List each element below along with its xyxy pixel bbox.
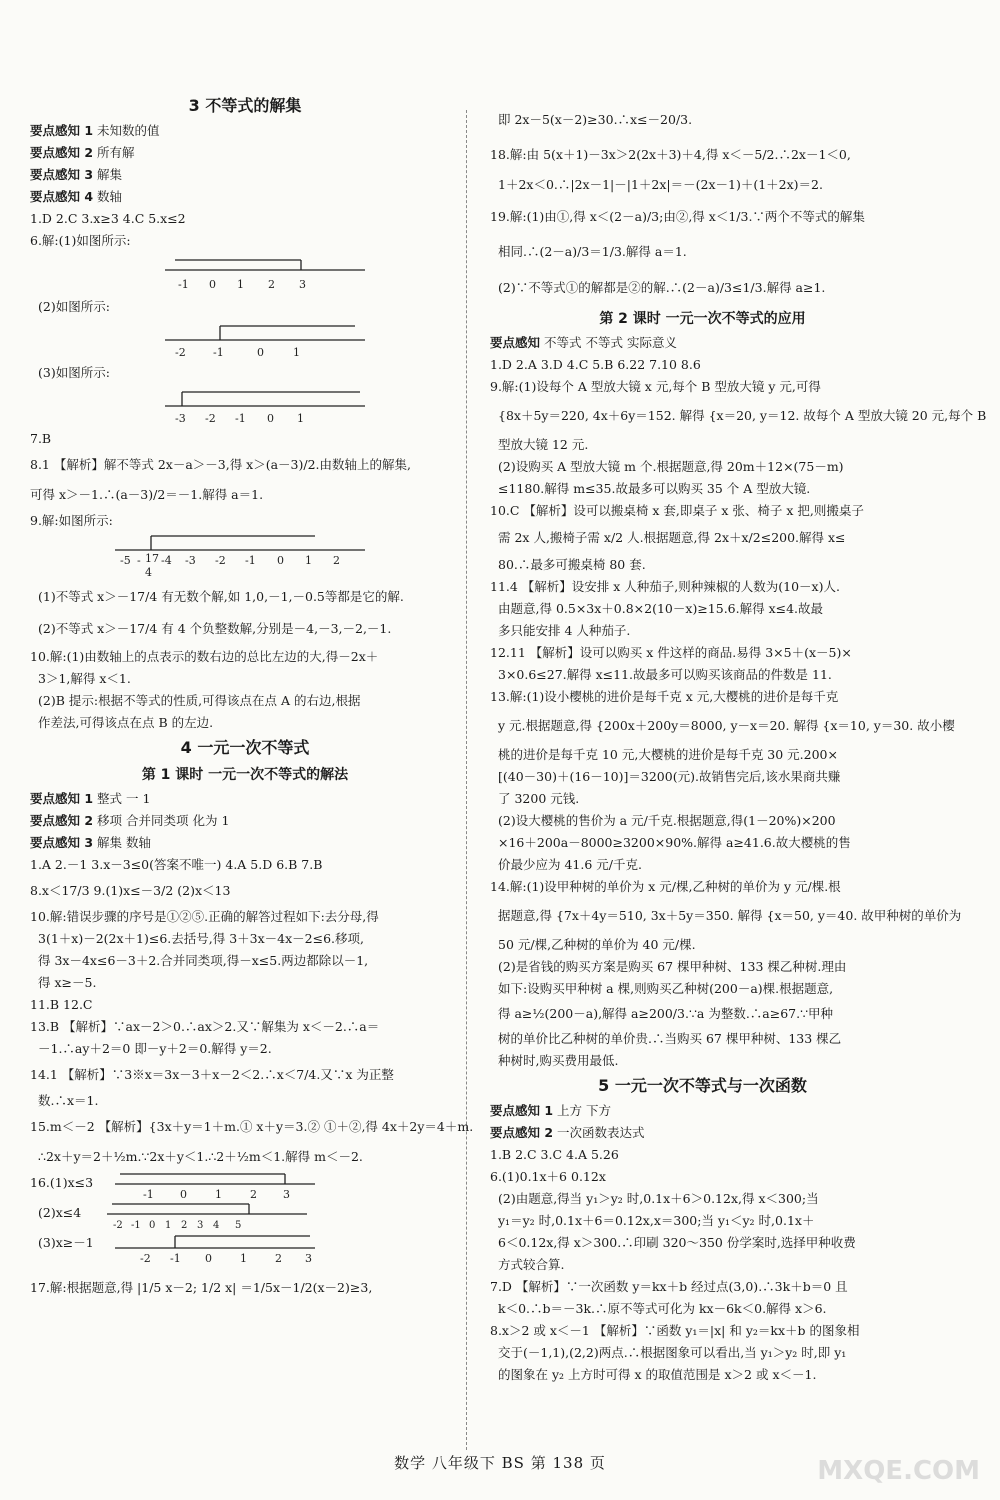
answer-line: (3)如图所示: [38, 365, 110, 380]
svg-text:-2: -2 [175, 346, 186, 359]
answer-line: (2)由题意,得当 y₁＞y₂ 时,0.1x＋6＞0.12x,得 x＜300;当 [498, 1191, 819, 1206]
answer-line: 14.解:(1)设甲种树的单价为 x 元/棵,乙种树的单价为 y 元/棵.根 [490, 879, 841, 894]
svg-text:3: 3 [283, 1188, 290, 1201]
left-column [30, 92, 474, 1308]
number-line-6-2 [30, 318, 460, 362]
svg-text:-2: -2 [215, 554, 226, 567]
key-point-1: 要点感知 1 上方 下方 [490, 1103, 612, 1118]
svg-text:3: 3 [305, 1252, 312, 1265]
svg-text:-5: -5 [120, 554, 131, 567]
svg-text:1: 1 [165, 1220, 172, 1231]
answer-line: 11.B 12.C [30, 997, 93, 1012]
key-point: 要点感知 不等式 不等式 实际意义 [490, 335, 677, 350]
answer-line: (2)设购买 A 型放大镜 m 个.根据题意,得 20m＋12×(75－m) [498, 459, 844, 474]
answer-line: 型放大镜 12 元. [498, 437, 589, 452]
answer-line: 50 元/棵,乙种树的单价为 40 元/棵. [498, 937, 696, 952]
answer-line: 1.D 2.A 3.D 4.C 5.B 6.22 7.10 8.6 [490, 357, 701, 372]
key-point-2: 要点感知 2 所有解 [30, 145, 135, 160]
svg-text:4: 4 [145, 566, 152, 579]
answer-line: 10.解:(1)由数轴上的点表示的数右边的总比左边的大,得－2x＋ [30, 649, 379, 664]
answer-line: 14.1 【解析】∵3※x＝3x－3＋x－2＜2.∴x＜7/4.又∵x 为正整 [30, 1067, 394, 1082]
svg-text:1: 1 [237, 278, 244, 291]
svg-text:0: 0 [205, 1252, 212, 1265]
answer-line: 3＞1,解得 x＜1. [38, 671, 131, 686]
answer-line: 数.∴x＝1. [38, 1093, 99, 1108]
key-point-3: 要点感知 3 解集 数轴 [30, 835, 152, 850]
answer-line: 6＜0.12x,得 x＞300.∴印刷 320～350 份学案时,选择甲种收费 [498, 1235, 856, 1250]
answer-line: 交于(－1,1),(2,2)两点.∴根据图象可以看出,当 y₁＞y₂ 时,即 y₁ [498, 1345, 847, 1360]
answer-line: k＜0.∴b＝－3k.∴原不等式可化为 kx－6k＜0.解得 x＞6. [498, 1301, 827, 1316]
svg-text:4: 4 [213, 1220, 220, 1231]
svg-text:0: 0 [257, 346, 264, 359]
answer-line: 8.1 【解析】解不等式 2x－a＞－3,得 x＞(a－3)/2.由数轴上的解集, [30, 457, 412, 472]
section-title: 3 不等式的解集 [188, 96, 302, 115]
answer-line: 19.解:(1)由①,得 x＜(2－a)/3;由②,得 x＜1/3.∵两个不等式的解集 [490, 209, 865, 224]
answer-line: 1.A 2.－1 3.x－3≤0(答案不唯一) 4.A 5.D 6.B 7.B [30, 857, 323, 872]
svg-text:2: 2 [181, 1220, 188, 1231]
svg-text:-1: -1 [245, 554, 256, 567]
svg-text:2: 2 [250, 1188, 257, 1201]
svg-text:5: 5 [235, 1220, 242, 1231]
answer-line: －1.∴ay＋2＝0 即－y＋2＝0.解得 y＝2. [38, 1041, 272, 1056]
answer-line: 得 3x－4x≤6－3＋2.合并同类项,得－x≤5.两边都除以－1, [38, 953, 369, 968]
answer-line: 1.B 2.C 3.C 4.A 5.26 [490, 1147, 619, 1162]
svg-text:-3: -3 [175, 412, 186, 425]
answer-line: y 元.根据题意,得 {200x＋200y＝8000, y－x＝20. 解得 {x＝10, y＝30. 故小樱 [498, 718, 955, 733]
answer-line: [(40－30)＋(16－10)]＝3200(元).故销售完后,该水果商共赚 [498, 769, 841, 784]
svg-text:1: 1 [215, 1188, 222, 1201]
answer-line: 得 x≥－5. [38, 975, 97, 990]
svg-text:-1: -1 [131, 1220, 141, 1231]
answer-line: (1)不等式 x＞－17/4 有无数个解,如 1,0,－1,－0.5等都是它的解. [38, 589, 404, 604]
svg-text:-3: -3 [185, 554, 196, 567]
answer-line: (2)是省钱的购买方案是购买 67 棵甲种树、133 棵乙种树.理由 [498, 959, 847, 974]
answer-line: (2)如图所示: [38, 299, 110, 314]
svg-text:3: 3 [197, 1220, 204, 1231]
number-line-6-3 [30, 384, 460, 428]
answer-line: (2)∵不等式①的解都是②的解.∴(2－a)/3≤1/3.解得 a≥1. [498, 280, 826, 295]
answer-line: 需 2x 人,搬椅子需 x/2 人.根据题意,得 2x＋x/2≤200.解得 x≤ [498, 530, 846, 545]
column-divider [466, 110, 467, 1450]
svg-text:-2: -2 [113, 1220, 123, 1231]
answer-line: (3)x≥－1 -2 -1 0 1 2 3 [38, 1235, 312, 1265]
answer-line: 可得 x＞－1.∴(a－3)/2＝－1.解得 a＝1. [30, 487, 264, 502]
lesson-title: 第 2 课时 一元一次不等式的应用 [599, 311, 806, 327]
key-point-2: 要点感知 2 一次函数表达式 [490, 1125, 645, 1140]
svg-text:2: 2 [275, 1252, 282, 1265]
answer-line: 树的单价比乙种树的单价贵.∴当购买 67 棵甲种树、133 棵乙 [498, 1031, 842, 1046]
svg-text:1: 1 [297, 412, 304, 425]
answer-line: 作差法,可得该点在点 B 的左边. [38, 715, 214, 730]
answer-line: 17.解:根据题意,得 |1/5 x－2; 1/2 x| ＝1/5x－1/2(x－2)≥3, [30, 1280, 373, 1295]
answer-line: 3×0.6≤27.解得 x≤11.故最多可以购买该商品的件数是 11. [498, 667, 832, 682]
answer-line: 桃的进价是每千克 10 元,大樱桃的进价是每千克 30 元.200× [498, 747, 838, 762]
right-column [490, 100, 987, 1386]
answer-line: 种树时,购买费用最低. [498, 1053, 619, 1068]
answer-line: 18.解:由 5(x＋1)－3x＞2(2x＋3)＋4,得 x＜－5/2.∴2x－1＜0, [490, 147, 851, 162]
key-point-3: 要点感知 3 解集 [30, 167, 123, 182]
number-line-9 [30, 532, 460, 582]
answer-line: 得 a≥½(200－a),解得 a≥200/3.∵a 为整数.∴a≥67.∵甲种 [498, 1006, 834, 1021]
svg-text:-2: -2 [205, 412, 216, 425]
answer-line: (2)x≤4 -2 -1 0 1 2 3 4 5 [38, 1205, 242, 1231]
answer-line: (2)B 提示:根据不等式的性质,可得该点在点 A 的右边,根据 [38, 693, 361, 708]
svg-text:-2: -2 [140, 1252, 151, 1265]
svg-text:-1: -1 [178, 278, 189, 291]
svg-text:-1: -1 [143, 1188, 154, 1201]
answer-line: 由题意,得 0.5×3x＋0.8×2(10－x)≥15.6.解得 x≤4.故最 [498, 601, 824, 616]
answer-line: 13.解:(1)设小樱桃的进价是每千克 x 元,大樱桃的进价是每千克 [490, 689, 839, 704]
answer-line: 10.C 【解析】设可以搬桌椅 x 套,即桌子 x 张、椅子 x 把,则搬桌子 [490, 503, 864, 518]
answer-line: 即 2x－5(x－2)≥30.∴x≤－20/3. [498, 112, 693, 127]
svg-text:-4: -4 [161, 554, 172, 567]
answer-line: 8.x＜17/3 9.(1)x≤－3/2 (2)x＜13 [30, 883, 231, 898]
answer-line: 3(1＋x)－2(2x＋1)≤6.去括号,得 3＋3x－4x－2≤6.移项, [38, 931, 365, 946]
answer-line: 1.D 2.C 3.x≥3 4.C 5.x≤2 [30, 211, 186, 226]
svg-text:0: 0 [209, 278, 216, 291]
answer-line: 10.解:错误步骤的序号是①②⑤.正确的解答过程如下:去分母,得 [30, 909, 379, 924]
answer-line: 1＋2x＜0.∴|2x－1|－|1＋2x|＝－(2x－1)＋(1＋2x)＝2. [498, 177, 823, 192]
answer-line: y₁＝y₂ 时,0.1x＋6＝0.12x,x＝300;当 y₁＜y₂ 时,0.1x＋ [498, 1213, 815, 1228]
answer-line: 13.B 【解析】∵ax－2＞0.∴ax＞2.又∵解集为 x＜－2.∴a＝ [30, 1019, 380, 1034]
svg-text:1: 1 [293, 346, 300, 359]
answer-line: (2)不等式 x＞－17/4 有 4 个负整数解,分别是－4,－3,－2,－1. [38, 621, 392, 636]
key-point-1: 要点感知 1 未知数的值 [30, 123, 160, 138]
answer-line: 据题意,得 {7x＋4y＝510, 3x＋5y＝350. 解得 {x＝50, y＝40. 故甲种树的单价为 [498, 908, 962, 923]
answer-line: ∴2x＋y＝2＋½m.∵2x＋y＜1.∴2＋½m＜1.解得 m＜－2. [38, 1149, 363, 1164]
svg-text:0: 0 [267, 412, 274, 425]
svg-text:0: 0 [180, 1188, 187, 1201]
svg-text:1: 1 [305, 554, 312, 567]
svg-text:2: 2 [268, 278, 275, 291]
answer-line: 16.(1)x≤3 -1 0 1 2 3 [30, 1175, 290, 1201]
key-point-4: 要点感知 4 数轴 [30, 189, 123, 204]
svg-text:-: - [137, 554, 141, 567]
section-title: 5 一元一次不等式与一次函数 [598, 1076, 807, 1095]
watermark-logo: MXQE.COM [817, 1456, 980, 1486]
answer-line: ≤1180.解得 m≤35.故最多可以购买 35 个 A 型放大镜. [498, 481, 811, 496]
answer-line: 6.解:(1)如图所示: [30, 233, 131, 248]
svg-text:-1: -1 [170, 1252, 181, 1265]
answer-line: 如下:设购买甲种树 a 棵,则购买乙种树(200－a)棵.根据题意, [498, 981, 834, 996]
answer-line: 9.解:如图所示: [30, 513, 113, 528]
answer-line: 6.(1)0.1x＋6 0.12x [490, 1169, 606, 1184]
svg-text:2: 2 [333, 554, 340, 567]
svg-text:-1: -1 [213, 346, 224, 359]
answer-line: 12.11 【解析】设可以购买 x 件这样的商品.易得 3×5＋(x－5)× [490, 645, 852, 660]
answer-line: 7.B [30, 431, 52, 446]
answer-line: 9.解:(1)设每个 A 型放大镜 x 元,每个 B 型放大镜 y 元,可得 [490, 379, 821, 394]
number-line-6-1 [30, 252, 460, 296]
key-point-2: 要点感知 2 移项 合并同类项 化为 1 [30, 813, 230, 828]
answer-line: 8.x＞2 或 x＜－1 【解析】∵函数 y₁＝|x| 和 y₂＝kx＋b 的图象相 [490, 1323, 860, 1338]
answer-line: ×16＋200a－8000≥3200×90%.解得 a≥41.6.故大樱桃的售 [498, 835, 851, 850]
answer-line: 11.4 【解析】设安排 x 人种茄子,则种辣椒的人数为(10－x)人. [490, 579, 840, 594]
answer-line: {8x＋5y＝220, 4x＋6y＝152. 解得 {x＝20, y＝12. 故每个 A 型放大镜 20 元,每个 B [498, 408, 987, 423]
svg-text:3: 3 [299, 278, 306, 291]
page-footer: 数学 八年级下 BS 第 138 页 [394, 1454, 606, 1472]
lesson-title: 第 1 课时 一元一次不等式的解法 [141, 767, 349, 783]
answer-line: 了 3200 元钱. [498, 791, 580, 806]
answer-line: 价最少应为 41.6 元/千克. [498, 857, 642, 872]
answer-line: 方式较合算. [498, 1257, 565, 1272]
answer-line: (2)设大樱桃的售价为 a 元/千克.根据题意,得(1－20%)×200 [498, 813, 836, 828]
answer-line: 的图象在 y₂ 上方时可得 x 的取值范围是 x＞2 或 x＜－1. [498, 1367, 817, 1382]
answer-line: 多只能安排 4 人种茄子. [498, 623, 631, 638]
section-title: 4 一元一次不等式 [180, 738, 310, 757]
svg-text:0: 0 [277, 554, 284, 567]
answer-line: 相同.∴(2－a)/3＝1/3.解得 a＝1. [498, 244, 687, 259]
svg-text:-1: -1 [235, 412, 246, 425]
answer-line: 15.m＜－2 【解析】{3x＋y＝1＋m.① x＋y＝3.② ①＋②,得 4x＋2y＝4＋m. [30, 1119, 474, 1134]
key-point-1: 要点感知 1 整式 一 1 [30, 791, 151, 806]
answer-line: 80.∴最多可搬桌椅 80 套. [498, 557, 646, 572]
svg-text:0: 0 [149, 1220, 156, 1231]
svg-text:17: 17 [145, 552, 159, 565]
answer-line: 7.D 【解析】∵一次函数 y＝kx＋b 经过点(3,0).∴3k＋b＝0 且 [490, 1279, 848, 1294]
svg-text:1: 1 [240, 1252, 247, 1265]
